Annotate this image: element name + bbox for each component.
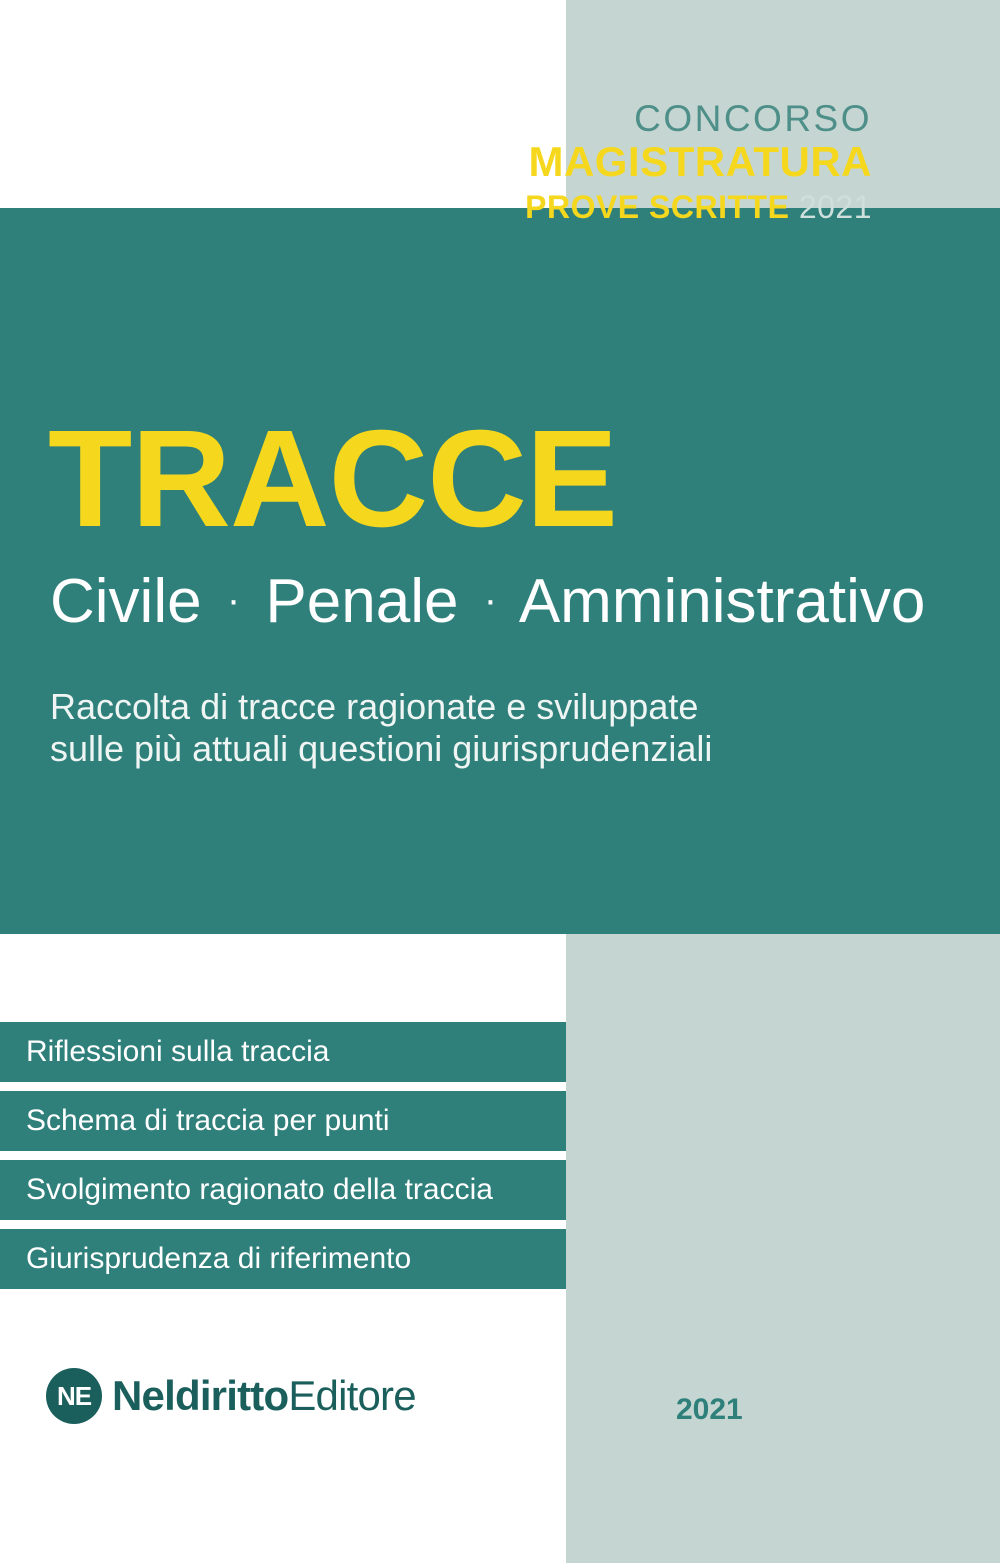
cover-description-line-2: sulle più attuali questioni giurisprudenziali — [50, 728, 713, 770]
header-magistratura: MAGISTRATURA — [528, 137, 872, 185]
header-concorso: CONCORSO — [634, 98, 872, 139]
subject-civile: Civile — [50, 567, 202, 636]
cover-description-line-1: Raccolta di tracce ragionate e sviluppate — [50, 686, 699, 727]
publisher-name-bold: Neldiritto — [112, 1372, 289, 1419]
publisher-name-thin: Editore — [288, 1372, 416, 1419]
page-title: TRACCE — [48, 402, 617, 556]
list-item: Schema di traccia per punti — [0, 1091, 566, 1151]
publisher-name — [112, 1372, 416, 1420]
list-item: Giurisprudenza di riferimento — [0, 1229, 566, 1289]
publisher-logo — [46, 1368, 416, 1424]
cover-header — [432, 100, 872, 225]
subtitle-subjects — [50, 568, 925, 636]
publisher-monogram-icon: NE — [46, 1368, 102, 1424]
header-prove-scritte — [432, 190, 872, 225]
list-item: Svolgimento ragionato della traccia — [0, 1160, 566, 1220]
header-prove-year: 2021 — [798, 188, 872, 225]
subject-amministrativo: Amministrativo — [518, 567, 926, 636]
list-item: Riflessioni sulla traccia — [0, 1022, 566, 1082]
cover-year: 2021 — [676, 1393, 743, 1426]
separator-dot-icon-2: · — [483, 577, 498, 622]
header-prove-label: PROVE SCRITTE — [525, 188, 790, 225]
cover-description — [50, 686, 712, 771]
subject-penale: Penale — [265, 567, 459, 636]
separator-dot-icon: · — [226, 577, 241, 622]
feature-list — [0, 1022, 566, 1298]
